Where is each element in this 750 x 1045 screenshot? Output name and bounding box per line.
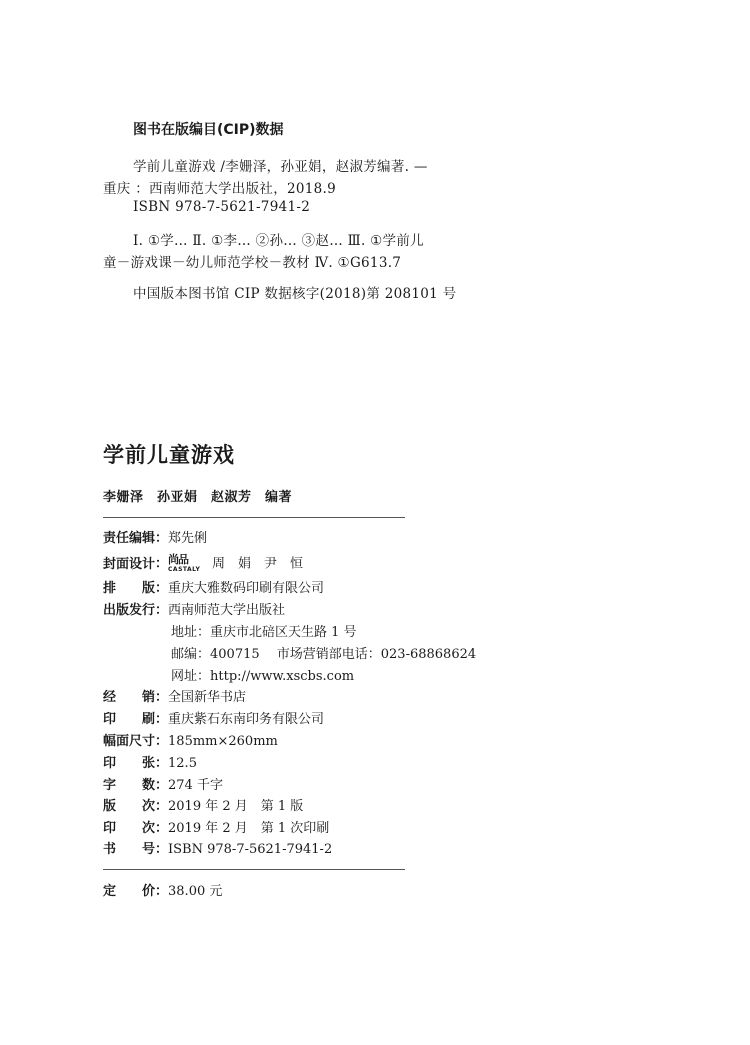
credit-typeset-value: 重庆大雅数码印刷有限公司 <box>168 581 325 596</box>
cip-heading: 图书在版编目(CIP)数据 <box>133 122 284 138</box>
credit-isbn-value: ISBN 978-7-5621-7941-2 <box>168 842 333 857</box>
credit-sheets-value: 12.5 <box>168 756 197 771</box>
credit-distributor-label: 经销 <box>103 690 155 705</box>
credit-distributor-value: 全国新华书店 <box>168 690 247 705</box>
credit-cover-label: 封面设计 <box>103 556 156 572</box>
credit-price: 定价：38.00 元 <box>103 884 223 899</box>
credit-publisher: 出版发行：西南师范大学出版社 <box>103 603 286 618</box>
credit-printer-value: 重庆紫石东南印务有限公司 <box>168 712 325 727</box>
credit-printer: 印刷：重庆紫石东南印务有限公司 <box>103 712 325 727</box>
credit-impression: 印次：2019 年 2 月 第 1 次印刷 <box>103 821 330 836</box>
credit-price-label: 定价 <box>103 884 155 899</box>
credit-cover: 封面设计： 尚品 CASTALY 周 娟 尹 恒 <box>103 553 304 573</box>
credit-isbn: 书号：ISBN 978-7-5621-7941-2 <box>103 842 333 857</box>
credit-words: 字数：274 千字 <box>103 778 223 793</box>
credit-editor-value: 郑先俐 <box>168 531 208 546</box>
credit-address: 地址：重庆市北碚区天生路 1 号 <box>171 625 357 640</box>
credit-size-label: 幅面尺寸 <box>103 734 156 749</box>
credit-edition: 版次：2019 年 2 月 第 1 版 <box>103 799 304 814</box>
castaly-logo-word: CASTALY <box>168 566 201 573</box>
credit-impression-label: 印次 <box>103 821 155 836</box>
credit-printer-label: 印刷 <box>103 712 155 727</box>
credit-cover-value: 周 娟 尹 恒 <box>212 556 304 572</box>
credit-sheets-label: 印张 <box>103 756 155 771</box>
cip-line-classification-2: 童－游戏课－幼儿师范学校－教材 Ⅳ. ①G613.7 <box>103 255 402 271</box>
credit-size-value: 185mm×260mm <box>168 734 278 749</box>
cip-line-isbn: ISBN 978-7-5621-7941-2 <box>133 199 311 215</box>
cip-line-classification-1: Ⅰ. ①学… Ⅱ. ①李… ②孙… ③赵… Ⅲ. ①学前儿 <box>133 233 424 249</box>
credit-price-value: 38.00 元 <box>168 884 223 899</box>
cip-line-title: 学前儿童游戏 /李姗泽，孙亚娟，赵淑芳编著. — <box>133 159 428 175</box>
credit-words-label: 字数 <box>103 778 155 793</box>
credit-distributor: 经销：全国新华书店 <box>103 690 247 705</box>
castaly-logo <box>168 554 210 574</box>
credit-publisher-label: 出版发行 <box>103 603 156 618</box>
divider-bottom <box>103 869 405 870</box>
cip-line-record-number: 中国版本图书馆 CIP 数据核字(2018)第 208101 号 <box>133 286 457 302</box>
divider-top <box>103 517 405 518</box>
credit-postcode-phone: 邮编：400715 市场营销部电话：023-68868624 <box>171 647 477 662</box>
cip-line-publisher: 重庆 ：西南师范大学出版社，2018.9 <box>103 181 337 197</box>
credit-editor-label: 责任编辑 <box>103 531 156 546</box>
credit-edition-value: 2019 年 2 月 第 1 版 <box>168 799 304 814</box>
credit-sheets: 印张：12.5 <box>103 756 197 771</box>
credit-edition-label: 版次 <box>103 799 155 814</box>
credit-isbn-label: 书号 <box>103 842 155 857</box>
credit-website: 网址：http://www.xscbs.com <box>171 669 355 684</box>
credit-publisher-value: 西南师范大学出版社 <box>168 603 286 618</box>
credit-editor: 责任编辑：郑先俐 <box>103 531 208 546</box>
castaly-logo-mark: 尚品 <box>168 553 189 566</box>
credit-words-value: 274 千字 <box>168 778 223 793</box>
credit-size: 幅面尺寸：185mm×260mm <box>103 734 278 749</box>
credit-typeset: 排版：重庆大雅数码印刷有限公司 <box>103 581 325 596</box>
credit-impression-value: 2019 年 2 月 第 1 次印刷 <box>168 821 330 836</box>
credit-typeset-label: 排版 <box>103 581 155 596</box>
book-title: 学前儿童游戏 <box>103 443 235 467</box>
book-authors: 李姗泽 孙亚娟 赵淑芳 编著 <box>103 490 293 505</box>
